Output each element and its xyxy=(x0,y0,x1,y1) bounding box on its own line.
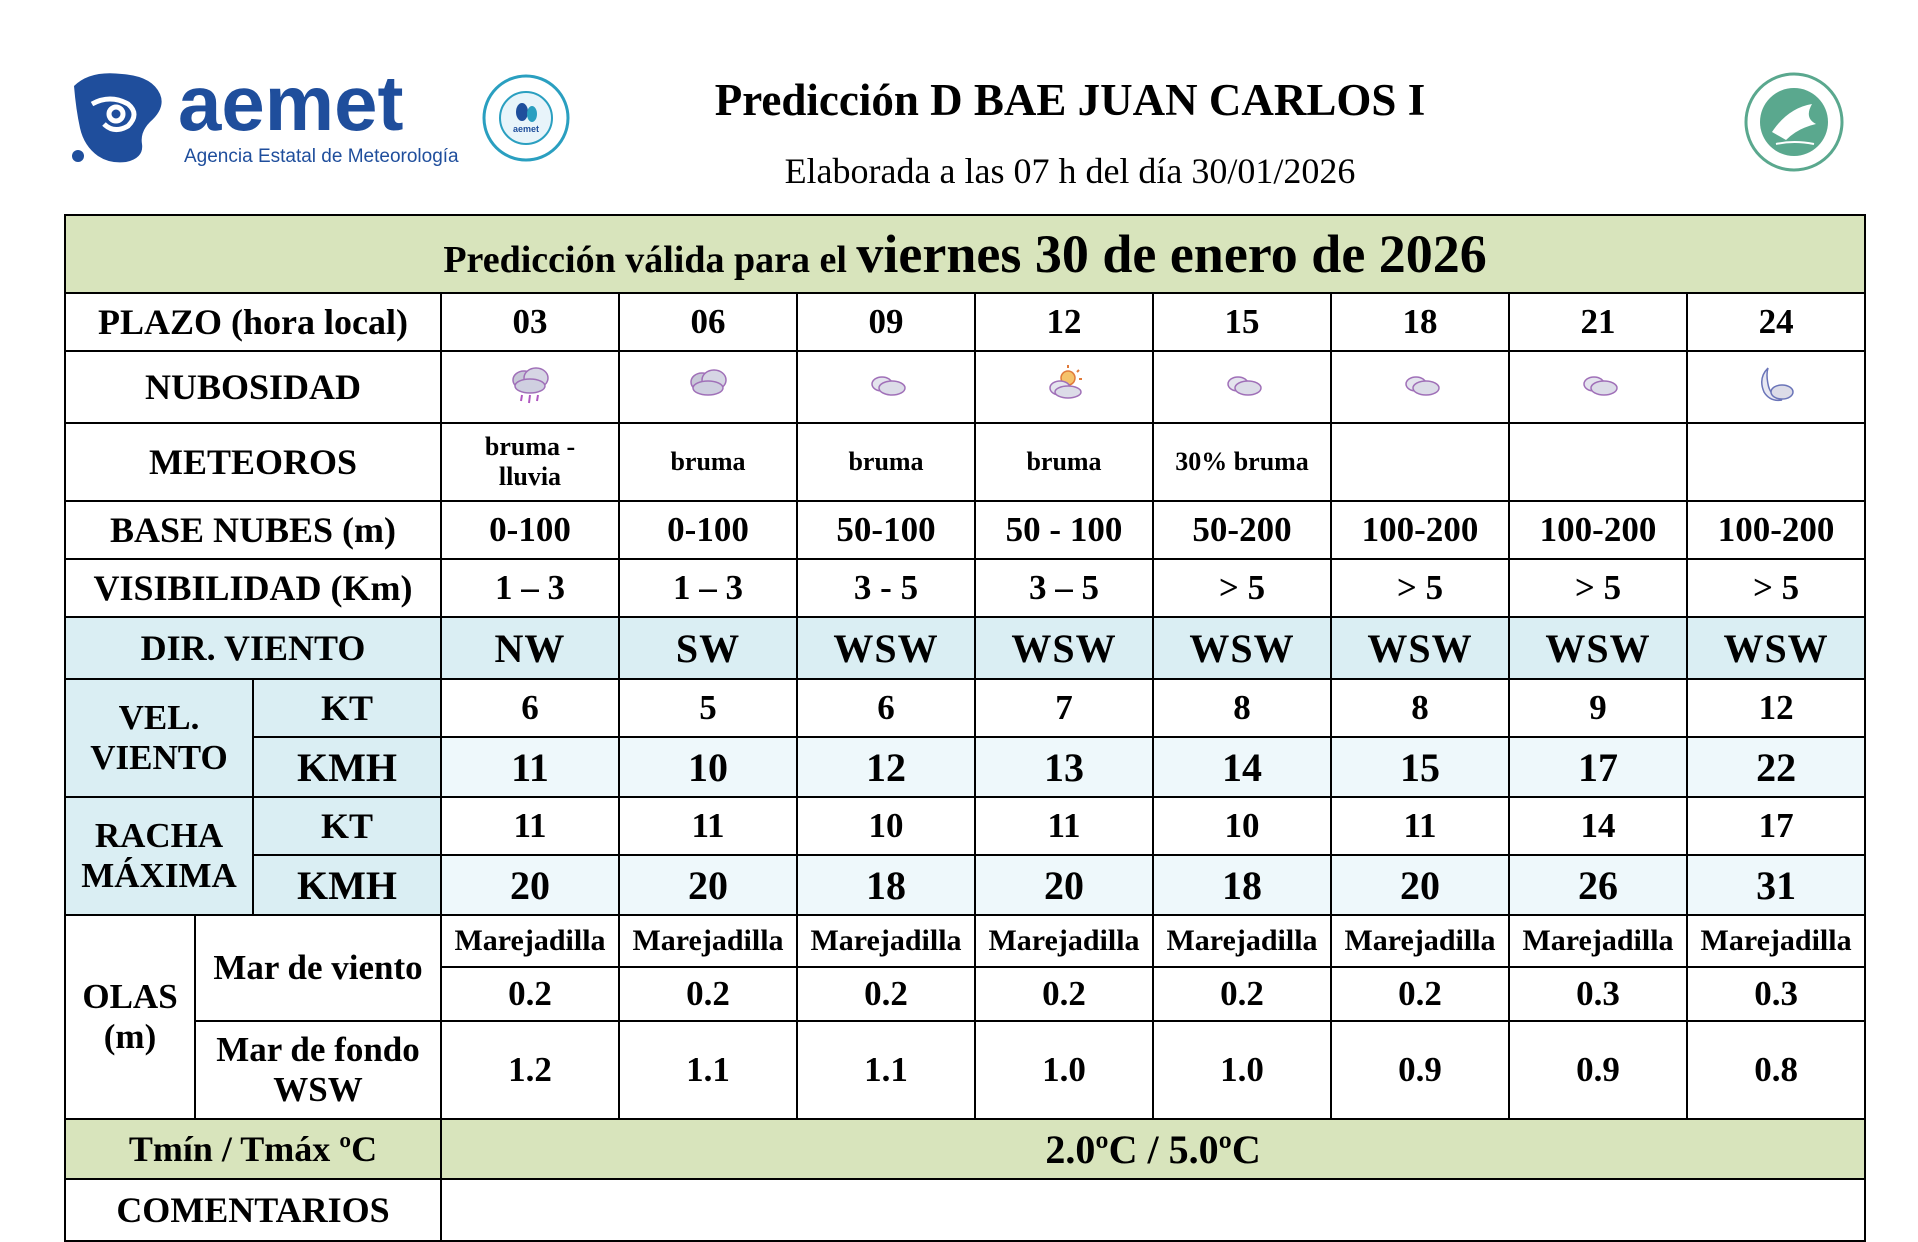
partly-cloudy-icon xyxy=(1218,362,1266,408)
nubosidad-cell xyxy=(1687,351,1865,423)
mar-fondo-row xyxy=(65,1021,1865,1119)
racha-kt-cell: 11 xyxy=(619,797,797,855)
base-nubes-cell: 100-200 xyxy=(1331,501,1509,559)
dir-viento-cell: WSW xyxy=(1687,617,1865,679)
racha-kmh-cell: 20 xyxy=(975,855,1153,915)
nubosidad-cell xyxy=(1509,351,1687,423)
nubosidad-cell xyxy=(1331,351,1509,423)
meteoros-cell xyxy=(1331,423,1509,501)
racha-kt-row xyxy=(65,797,1865,855)
base-nubes-cell: 100-200 xyxy=(1687,501,1865,559)
vel-kt-cell: 6 xyxy=(441,679,619,737)
plazo-label: PLAZO (hora local) xyxy=(65,293,441,351)
mar-viento-estado-cell: Marejadilla xyxy=(1153,915,1331,967)
vel-kt-cell: 8 xyxy=(1153,679,1331,737)
mar-viento-altura-cell: 0.3 xyxy=(1509,967,1687,1021)
meteoros-label: METEOROS xyxy=(65,423,441,501)
hour-cell: 06 xyxy=(619,293,797,351)
vel-kmh-cell: 17 xyxy=(1509,737,1687,797)
racha-kt-cell: 11 xyxy=(975,797,1153,855)
racha-kmh-cell: 26 xyxy=(1509,855,1687,915)
kt-unit-label: KT xyxy=(253,797,441,855)
dir-viento-cell: WSW xyxy=(1331,617,1509,679)
valid-date: viernes 30 de enero de 2026 xyxy=(856,224,1487,284)
racha-kmh-cell: 18 xyxy=(1153,855,1331,915)
vel-kmh-cell: 22 xyxy=(1687,737,1865,797)
mar-viento-altura-cell: 0.2 xyxy=(975,967,1153,1021)
racha-kmh-cell: 20 xyxy=(441,855,619,915)
comentarios-label: COMENTARIOS xyxy=(65,1179,441,1241)
nubosidad-cell xyxy=(619,351,797,423)
mar-viento-altura-cell: 0.2 xyxy=(797,967,975,1021)
vel-kt-cell: 8 xyxy=(1331,679,1509,737)
comentarios-value xyxy=(441,1179,1865,1241)
vel-kt-cell: 6 xyxy=(797,679,975,737)
base-nubes-cell: 100-200 xyxy=(1509,501,1687,559)
temperatura-label: Tmín / Tmáx ºC xyxy=(65,1119,441,1179)
olas-label-line: OLAS xyxy=(82,977,178,1016)
hour-cell: 03 xyxy=(441,293,619,351)
vel-viento-kmh-row xyxy=(65,737,1865,797)
visibilidad-cell: 3 - 5 xyxy=(797,559,975,617)
racha-kmh-cell: 20 xyxy=(619,855,797,915)
mar-fondo-label-line: Mar de fondo xyxy=(216,1030,420,1069)
vel-kt-cell: 7 xyxy=(975,679,1153,737)
meteoros-cell xyxy=(1687,423,1865,501)
visibilidad-cell: > 5 xyxy=(1687,559,1865,617)
hour-cell: 09 xyxy=(797,293,975,351)
plazo-row xyxy=(65,293,1865,351)
hour-cell: 15 xyxy=(1153,293,1331,351)
mar-viento-estado-cell: Marejadilla xyxy=(1687,915,1865,967)
nubosidad-row xyxy=(65,351,1865,423)
hour-cell: 21 xyxy=(1509,293,1687,351)
valid-date-row xyxy=(65,215,1865,293)
vel-viento-label-line: VEL. xyxy=(118,698,200,737)
hour-cell: 24 xyxy=(1687,293,1865,351)
dir-viento-cell: NW xyxy=(441,617,619,679)
mar-fondo-cell: 0.9 xyxy=(1509,1021,1687,1119)
racha-kt-cell: 14 xyxy=(1509,797,1687,855)
partly-sunny-icon xyxy=(1040,362,1088,408)
racha-kt-cell: 11 xyxy=(1331,797,1509,855)
svg-text:aemet: aemet xyxy=(178,68,404,147)
base-juan-carlos-logo xyxy=(1742,70,1846,174)
nubosidad-cell xyxy=(797,351,975,423)
meteoros-line: bruma - xyxy=(484,432,576,461)
mar-viento-estado-cell: Marejadilla xyxy=(1331,915,1509,967)
base-nubes-cell: 50 - 100 xyxy=(975,501,1153,559)
racha-kt-cell: 17 xyxy=(1687,797,1865,855)
mar-viento-estado-cell: Marejadilla xyxy=(441,915,619,967)
hour-cell: 18 xyxy=(1331,293,1509,351)
visibilidad-cell: 1 – 3 xyxy=(619,559,797,617)
base-nubes-cell: 0-100 xyxy=(441,501,619,559)
mar-viento-altura-cell: 0.2 xyxy=(619,967,797,1021)
cloud-drizzle-icon xyxy=(506,362,554,408)
meteoros-cell xyxy=(441,423,619,501)
temperatura-row xyxy=(65,1119,1865,1179)
vel-kmh-cell: 11 xyxy=(441,737,619,797)
mar-viento-estado-cell: Marejadilla xyxy=(619,915,797,967)
visibilidad-cell: 3 – 5 xyxy=(975,559,1153,617)
nubosidad-cell xyxy=(441,351,619,423)
dir-viento-cell: SW xyxy=(619,617,797,679)
mar-viento-estado-row xyxy=(65,915,1865,967)
dir-viento-cell: WSW xyxy=(975,617,1153,679)
racha-label-line: RACHA xyxy=(94,816,224,855)
racha-label xyxy=(65,797,253,915)
mar-viento-altura-cell: 0.2 xyxy=(1331,967,1509,1021)
base-nubes-cell: 50-100 xyxy=(797,501,975,559)
racha-label-line: MÁXIMA xyxy=(81,856,237,895)
campanas-antarticas-logo xyxy=(480,72,572,164)
meteoros-cell: bruma xyxy=(797,423,975,501)
visibilidad-row xyxy=(65,559,1865,617)
base-nubes-cell: 0-100 xyxy=(619,501,797,559)
mar-viento-altura-cell: 0.3 xyxy=(1687,967,1865,1021)
visibilidad-cell: > 5 xyxy=(1153,559,1331,617)
vel-viento-kt-row xyxy=(65,679,1865,737)
aemet-logo xyxy=(70,68,470,170)
vel-viento-label xyxy=(65,679,253,797)
base-nubes-row xyxy=(65,501,1865,559)
vel-kmh-cell: 12 xyxy=(797,737,975,797)
page-header xyxy=(0,0,1918,212)
meteoros-cell xyxy=(1509,423,1687,501)
racha-kmh-cell: 31 xyxy=(1687,855,1865,915)
svg-text:Agencia Estatal de Meteorologí: Agencia Estatal de Meteorología xyxy=(184,146,459,167)
mar-viento-altura-cell: 0.2 xyxy=(1153,967,1331,1021)
mar-fondo-label xyxy=(195,1021,441,1119)
hour-cell: 12 xyxy=(975,293,1153,351)
meteoros-cell: bruma xyxy=(619,423,797,501)
visibilidad-label: VISIBILIDAD (Km) xyxy=(65,559,441,617)
svg-text:aemet: aemet xyxy=(512,124,540,134)
vel-kt-cell: 12 xyxy=(1687,679,1865,737)
kt-unit-label: KT xyxy=(253,679,441,737)
dir-viento-cell: WSW xyxy=(1509,617,1687,679)
page-subtitle: Elaborada a las 07 h del día 30/01/2026 xyxy=(784,151,1356,191)
mar-viento-estado-cell: Marejadilla xyxy=(975,915,1153,967)
mar-fondo-cell: 1.1 xyxy=(797,1021,975,1119)
partly-cloudy-icon xyxy=(1574,362,1622,408)
dir-viento-cell: WSW xyxy=(797,617,975,679)
dir-viento-cell: WSW xyxy=(1153,617,1331,679)
temperatura-value: 2.0ºC / 5.0ºC xyxy=(441,1119,1865,1179)
page-title: Predicción D BAE JUAN CARLOS I xyxy=(714,75,1426,125)
racha-kt-cell: 11 xyxy=(441,797,619,855)
cloud-icon xyxy=(684,362,732,408)
meteoros-line: lluvia xyxy=(498,462,562,491)
nubosidad-label: NUBOSIDAD xyxy=(65,351,441,423)
mar-fondo-cell: 1.2 xyxy=(441,1021,619,1119)
kmh-unit-label: KMH xyxy=(253,737,441,797)
mar-fondo-label-line: WSW xyxy=(273,1070,363,1109)
nubosidad-cell xyxy=(1153,351,1331,423)
mar-fondo-cell: 1.1 xyxy=(619,1021,797,1119)
valid-date-cell xyxy=(65,215,1865,293)
base-nubes-label: BASE NUBES (m) xyxy=(65,501,441,559)
partly-cloudy-icon xyxy=(862,362,910,408)
meteoros-row xyxy=(65,423,1865,501)
mar-viento-label: Mar de viento xyxy=(195,915,441,1021)
nubosidad-cell xyxy=(975,351,1153,423)
dir-viento-row xyxy=(65,617,1865,679)
olas-label xyxy=(65,915,195,1119)
mar-fondo-cell: 0.9 xyxy=(1331,1021,1509,1119)
base-nubes-cell: 50-200 xyxy=(1153,501,1331,559)
vel-kmh-cell: 15 xyxy=(1331,737,1509,797)
racha-kmh-cell: 18 xyxy=(797,855,975,915)
visibilidad-cell: > 5 xyxy=(1331,559,1509,617)
mar-fondo-cell: 0.8 xyxy=(1687,1021,1865,1119)
dir-viento-label: DIR. VIENTO xyxy=(65,617,441,679)
vel-kmh-cell: 10 xyxy=(619,737,797,797)
meteoros-cell: bruma xyxy=(975,423,1153,501)
racha-kt-cell: 10 xyxy=(797,797,975,855)
visibilidad-cell: > 5 xyxy=(1509,559,1687,617)
visibilidad-cell: 1 – 3 xyxy=(441,559,619,617)
vel-viento-label-line: VIENTO xyxy=(90,738,228,777)
partly-cloudy-icon xyxy=(1396,362,1444,408)
mar-viento-estado-cell: Marejadilla xyxy=(1509,915,1687,967)
racha-kmh-cell: 20 xyxy=(1331,855,1509,915)
mar-fondo-cell: 1.0 xyxy=(1153,1021,1331,1119)
vel-kmh-cell: 14 xyxy=(1153,737,1331,797)
meteoros-cell: 30% bruma xyxy=(1153,423,1331,501)
racha-kmh-row xyxy=(65,855,1865,915)
mar-fondo-cell: 1.0 xyxy=(975,1021,1153,1119)
olas-label-line: (m) xyxy=(103,1017,157,1056)
vel-kt-cell: 9 xyxy=(1509,679,1687,737)
comentarios-row xyxy=(65,1179,1865,1241)
forecast-table xyxy=(64,214,1866,1242)
kmh-unit-label: KMH xyxy=(253,855,441,915)
mar-viento-estado-cell: Marejadilla xyxy=(797,915,975,967)
vel-kt-cell: 5 xyxy=(619,679,797,737)
racha-kt-cell: 10 xyxy=(1153,797,1331,855)
mar-viento-altura-cell: 0.2 xyxy=(441,967,619,1021)
vel-kmh-cell: 13 xyxy=(975,737,1153,797)
valid-prefix: Predicción válida para el xyxy=(443,239,847,281)
moon-cloud-icon xyxy=(1752,362,1800,408)
